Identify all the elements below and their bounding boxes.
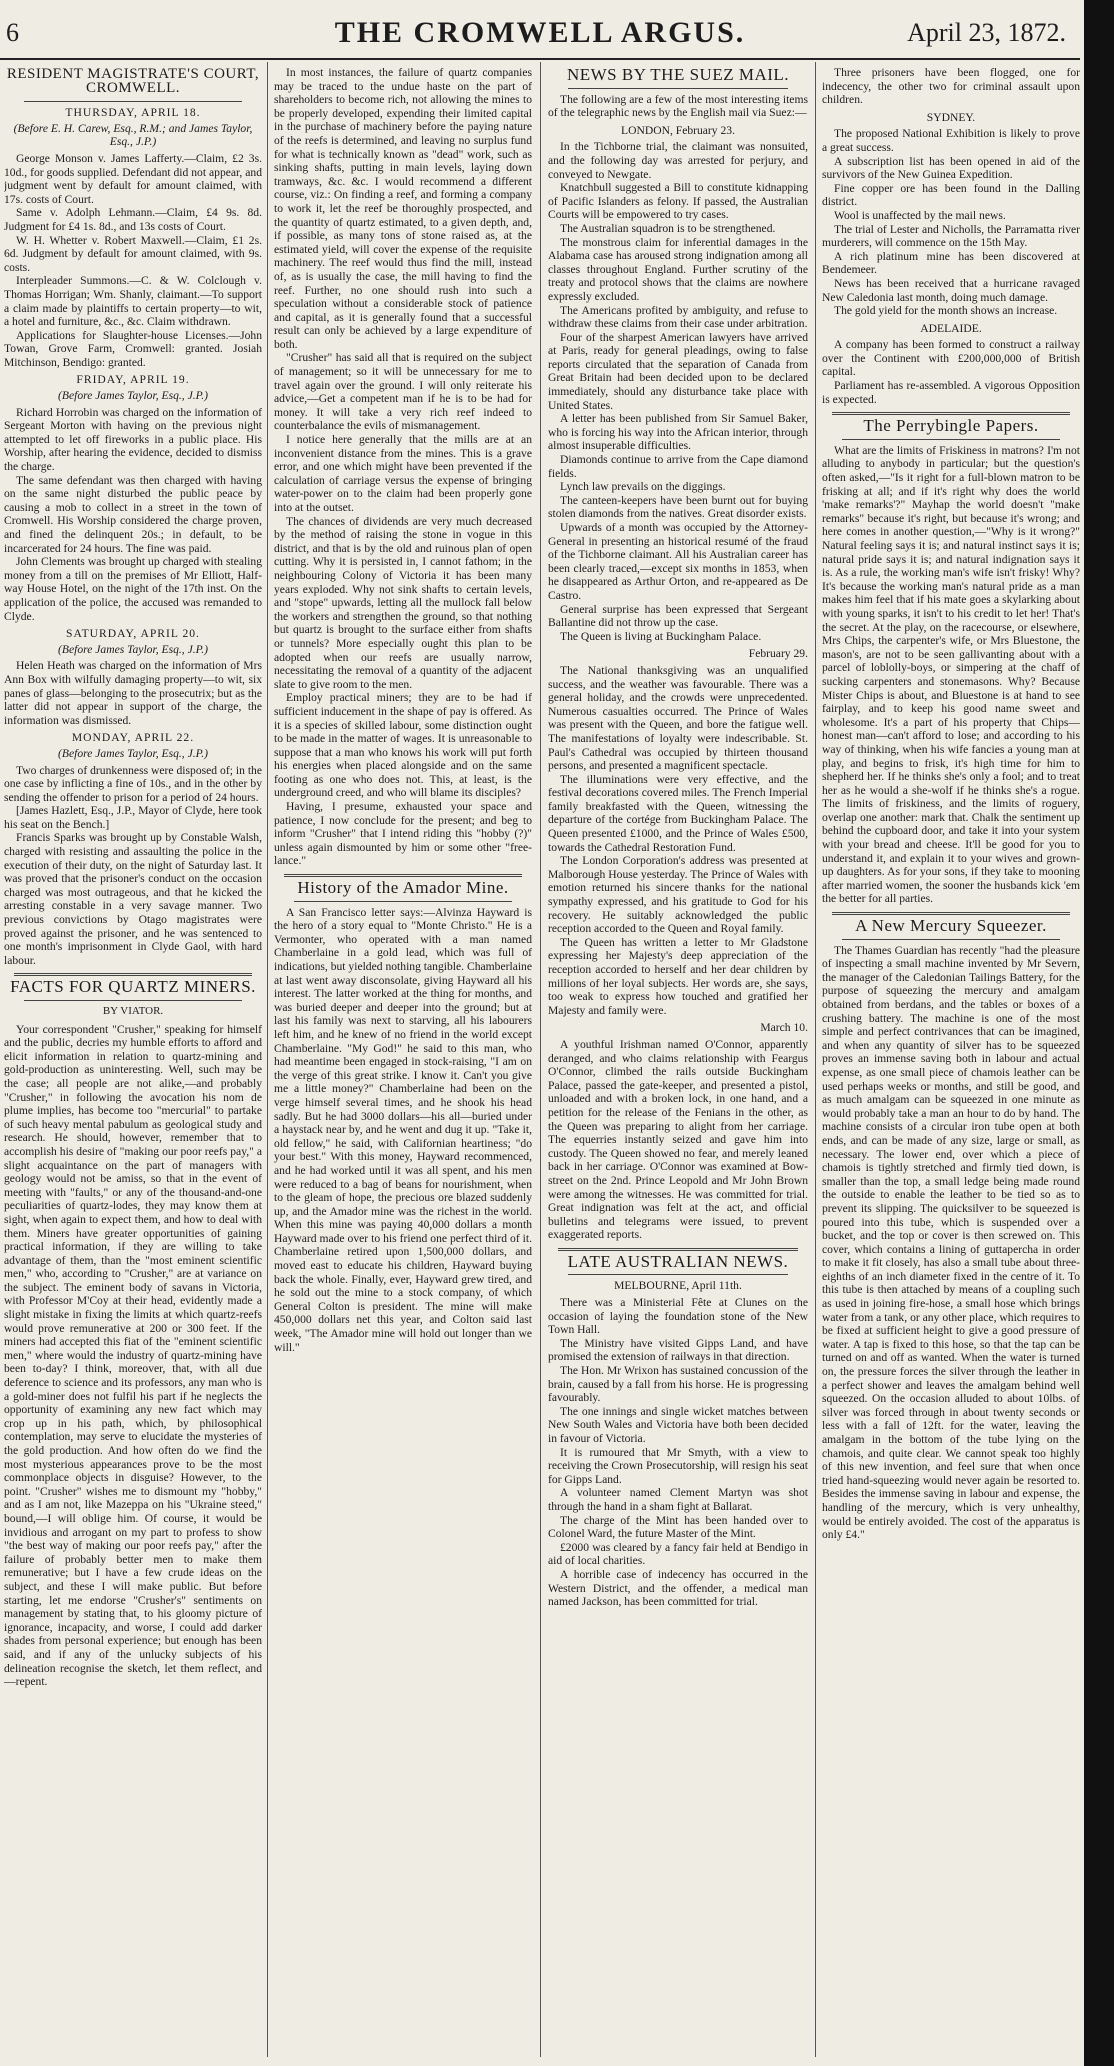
late-news-paragraph: Three prisoners have been flogged, one for indecency, the other two for criminal assault upon children. [822, 66, 1080, 107]
late-news-paragraph: The trial of Lester and Nicholls, the Parramatta river murderers, will commence on the 15th May. [822, 222, 1080, 250]
divider [24, 1000, 242, 1001]
squeezer-paragraph: The Thames Guardian has recently "had the pleasure of inspecting a small machine invented by Mr Severn, the manager of the Caledonian Tailings Battery, for the purpose of squeezing the mercury and amalgam obtained from berdans, and the tables or boxes of a crushing battery. The machine is one of the most simple and perfect contrivances that can be imagined, and when any quantity of silver has to be squeezed proves an immense saving both in labour and actual expense, as one small piece of chamois leather can be used perhaps weeks or months, and still be good, and as much amalgam can be squeezed in one minute as would probably take a man an hour to do by hand. The machine consists of a circular iron tube open at both ends, and can be made of any size, large or small, as necessary. The lower end, over which a piece of chamois is tightly stretched and firmly tied down, is smaller than the top, a small ledge being made round the outside to enable the leather to be tied so as to prevent its slipping. The quicksilver to be squeezed is poured into this tube, which is suspended over a bucket, and the top or cover is then screwed on. This cover, which contains a lining of guttapercha in order to make it fit closely, has also a small tube about three-eighths of an inch diameter fixed in the centre of it. To this tube is then attached by means of a coupling such as used in joining fire-hose, a small hose which brings water from a tank, or any other place, which requires to be fixed at sufficient height to give a good pressure of water. A tap is fixed to this hose, so that the tap can be turned on and off as wanted. When the water is turned on, the pressure forces the silver through the leather in a perfect shower and leaves the amalgam behind well squeezed. On the occasion alluded to about 10lbs. of silver was forced through in about twenty seconds or less with a fall of 12ft. for the water, leaving the amalgam in the bottom of the tube lying on the chamois, and quite clear. We cannot speak too highly of this new invention, and feel sure that when once tried hand-squeezing would never again be resorted to. Besides the immense saving in labour and expense, the handling of the mercury, which is very unhealthy, would be entirely avoided. The cost of the apparatus is only £4." [822, 943, 1080, 1542]
amador-heading: History of the Amador Mine. [297, 878, 509, 898]
page-number: 6 [6, 18, 19, 47]
late-news-dateline: MELBOURNE, April 11th. [614, 1279, 742, 1293]
divider [24, 101, 242, 102]
late-news-paragraph: A company has been formed to construct a railway over the Continent with £200,000,000 of British capital. [822, 338, 1080, 379]
divider [558, 1248, 798, 1251]
suez-paragraph: General surprise has been expressed that Sergeant Ballantine did not throw up the case. [548, 602, 808, 630]
court-paragraph: [James Hazlett, Esq., J.P., Mayor of Clyde, here took his seat on the Bench.] [4, 804, 262, 831]
court-paragraph: W. H. Whetter v. Robert Maxwell.—Claim, £1 2s. 6d. Judgment by default for amount claimed, with 9s. costs. [4, 233, 262, 274]
suez-dateline: March 10. [760, 1021, 808, 1035]
divider [842, 939, 1060, 940]
late-news-paragraph: £2000 was cleared by a fancy fair held at Bendigo in aid of local charities. [548, 1540, 808, 1568]
newspaper-title: THE CROMWELL ARGUS. [334, 16, 746, 49]
late-news-paragraph: A subscription list has been opened in aid of the survivors of the New Guinea Expedition. [822, 154, 1080, 182]
column-rule [540, 62, 541, 2057]
suez-paragraph: The illuminations were very effective, and the festival decorations covered miles. The French Imperial family breakfasted with the Queen, witnessing the departure of the cortége from Buckingham Palace. The Queen presented £1000, and the Prince of Wales £500, towards the Cathedral Restoration Fund. [548, 772, 808, 854]
suez-paragraph: The London Corporation's address was presented at Malborough House yesterday. The Prince of Wales with emotion returned his sincere thanks for the national sympathy expressed, and his gratitude to God for his recovery. He suitably acknowledged the public reception accorded to the Queen and Royal family. [548, 854, 808, 936]
court-paragraph: Francis Sparks was brought up by Constable Walsh, charged with resisting and assaulting the police in the execution of their duty, on the night of Saturday last. It was proved that the prisoner's conduct on the occasion charged was most outrageous, and that he kicked the arresting constable in a very savage manner. Two previous convictions by Otago magistrates were proved against the prisoner, and he was sentenced to one month's imprisonment in Clyde Gaol, with hard labour. [4, 831, 262, 967]
suez-paragraph: The Queen is living at Buckingham Palace. [560, 629, 762, 643]
suez-paragraph: The monstrous claim for inferential damages in the Alabama case has aroused strong indignation among all classes throughout England. Further scrutiny of the treaty and protocol shows that the claims are nowhere expressly excluded. [548, 235, 808, 303]
late-news-paragraph: It is rumoured that Mr Smyth, with a view to receiving the Crown Prosecutorship, will resign his seat for Gipps Land. [548, 1445, 808, 1486]
suez-paragraph: A letter has been published from Sir Samuel Baker, who is forcing his way into the African interior, through almost insuperable difficulties. [548, 412, 808, 453]
court-paragraph: George Monson v. James Lafferty.—Claim, £2 3s. 10d., for goods supplied. Defendant did not appear, and judgment went by default for amount claimed, with 17s. costs of Court. [4, 151, 262, 206]
divider [14, 973, 252, 976]
late-news-paragraph: Fine copper ore has been found in the Dalling district. [822, 181, 1080, 209]
quartz-paragraph: I notice here generally that the mills are at an inconvenient distance from the mines. This is a grave error, and one which might have been prevented if the calculation of carriage versus the expense of bringing water-power on to the claim had been properly gone into at the outset. [274, 433, 532, 514]
column-1 [4, 66, 262, 2056]
late-news-paragraph: A rich platinum mine has been discovered at Bendemeer. [822, 249, 1080, 277]
suez-paragraph: Lynch law prevails on the diggings. [560, 480, 726, 494]
late-news-paragraph: The proposed National Exhibition is likely to prove a great success. [822, 127, 1080, 154]
court-before: (Before James Taylor, Esq., J.P.) [58, 746, 208, 760]
court-paragraph: Helen Heath was charged on the information of Mrs Ann Box with wilfully damaging property—to wit, six panes of glass—belonging to the prosecutrix; but as the latter did not appear in support of the charge, the information was dismissed. [4, 659, 262, 727]
late-news-dateline: SYDNEY. [926, 110, 976, 124]
late-news-dateline: ADELAIDE. [920, 321, 982, 335]
suez-dateline: February 29. [748, 647, 808, 661]
suez-paragraph: A youthful Irishman named O'Connor, apparently deranged, and who claims relationship with Feargus O'Connor, climbed the rails outside Buckingham Palace, passed the gate-keeper, and presented a pistol, unloaded and with a broken lock, in one hand, and a petition for the release of the Fenians in the other, as the Queen was preparing to alight from her carriage. The equerries instantly seized and gave him into custody. The Queen showed no fear, and merely leaned back in her carriage. O'Connor was examined at Bow-street on the 2nd. Prince Leopold and Mr John Brown were among the witnesses. He was committed for trial. Great indignation was felt at the act, and official bulletins and telegrams were issued, to prevent exaggerated reports. [548, 1037, 808, 1242]
suez-paragraph: The National thanksgiving was an unqualified success, and the weather was favourable. There was a general holiday, and the crowds were unprecedented. Numerous casualties occurred. The Prince of Wales was present with the Queen, and bore the fatigue well. The manifestations of loyalty were indescribable. St. Paul's Cathedral was occupied by thirteen thousand persons, and presented a magnificent spectacle. [548, 663, 808, 773]
suez-paragraph: In the Tichborne trial, the claimant was nonsuited, and the following day was arrested for perjury, and conveyed to Newgate. [548, 140, 808, 181]
divider [568, 88, 788, 89]
court-before: (Before James Taylor, Esq., J.P.) [58, 642, 208, 656]
quartz-byline: BY VIATOR. [102, 1005, 164, 1017]
divider [842, 439, 1060, 440]
quartz-paragraph: Employ practical miners; they are to be had if sufficient inducement in the shape of pay is offered. As it is a species of skilled labour, some distinction ought to be made in the matter of wages. It is unreasonable to suppose that a man who knows his work will put forth his energies when placed alongside and on the same footing as one who does not. This, at least, is the underground creed, and who will blame its disciples? [274, 691, 532, 800]
divider [832, 912, 1070, 915]
suez-paragraph: The canteen-keepers have been burnt out for buying stolen diamonds from the natives. Great disorder exists. [548, 493, 808, 521]
suez-paragraph: The Australian squadron is to be strengthened. [560, 221, 776, 235]
court-day: FRIDAY, APRIL 19. [76, 373, 190, 387]
suez-paragraph: Four of the sharpest American lawyers have arrived at Paris, ready for general pleadings, owing to false reports circulated that the separation of Canada from Great Britain had been decided upon to be declared immediately, should any disturbance take place with United States. [548, 330, 808, 412]
perrybingle-paragraph: What are the limits of Friskiness in matrons? I'm not alluding to anybody in particular; but the question's often asked,—"Is it right for a full-blown matron to be frisking at all; and if it's right why does the world 'make remarks'?" Mayhap the world doesn't "make remarks" because it's right, but because it's wrong; and here comes in another question,—"Why is it wrong?" Natural feeling says it is; and natural instinct says it is; natural pride says it is; and natural indignation says it is. As a rule, the working man's wife isn't frisky! Why? It's because the working man's natural pride as a man makes him feel that if his mate goes a skylarking about with young sparks, it isn't to his credit to let her! That's the secret. At the play, on the racecourse, or elsewhere, Mrs Chips, the carpenter's wife, or Mrs Bluestone, the mason's, are not to be seen gallivanting about with a parcel of loblolly-boys, or simpering at the chaff of sucking carpenters and stonemasons. Why? Because Mister Chips is about, and Bluestone is at hand to see fairplay, and to keep his good name sweet and wholesome. It's a part of his property that Chips—honest man—can't afford to lose; and according to his way of thinking, when his wife fancies a young man at play, and begins to frisk, it's high time for him to shepherd her. If he thinks she's only a fool; and to treat her as he would a she-wolf if he thinks she's a rogue. The limits of friskiness, and the limits of roguery, overlap one another: mark that. Chalk the sentiment up behind the cupboard door, and take it into your system with your bread and cheese. It'll be good for you to understand it, and explain it to your wives and grown-up daughters. As for your sons, if they take to mooning after married women, the sooner the husbands kick 'em the better for all parties. [822, 443, 1080, 906]
late-news-paragraph: Wool is unaffected by the mail news. [834, 208, 1006, 222]
court-paragraph: Applications for Slaughter-house Licenses.—John Towan, Grove Farm, Cromwell: granted. Josiah Mitchinson, Bendigo: granted. [4, 328, 262, 369]
quartz-paragraph: "Crusher" has said all that is required on the subject of management; so it will be unnecessary for me to travel again over the ground. I will only reiterate his advice,—Get a competent man if he is to be had for money. It will take a very rich reef indeed to counterbalance the evils of mismanagement. [274, 351, 532, 433]
court-paragraph: Same v. Adolph Lehmann.—Claim, £4 9s. 8d. Judgment for £4 1s. 8d., and 13s costs of Court. [4, 206, 262, 233]
late-news-paragraph: The charge of the Mint has been handed over to Colonel Ward, the future Master of the Mint. [548, 1513, 808, 1541]
court-paragraph: Interpleader Summons.—C. & W. Colclough v. Thomas Horrigan; Wm. Shanly, claimant.—To support a claim made by plaintiffs to certain property—to wit, a hotel and furniture, &c., &c. Claim withdrawn. [4, 274, 262, 329]
late-news-paragraph: A volunteer named Clement Martyn was shot through the hand in a sham fight at Ballarat. [548, 1486, 808, 1513]
column-rule [267, 62, 268, 2057]
suez-heading: NEWS BY THE SUEZ MAIL. [566, 66, 790, 84]
divider [294, 901, 512, 902]
suez-paragraph: Upwards of a month was occupied by the Attorney-General in presenting an historical resumé of the fraud of the Tichborne claimant. All his Australian career has been clearly traced,—except six months in 1853, when he disappeared as Arthur Orton, and re-appeared as De Castro. [548, 521, 808, 602]
quartz-paragraph: Your correspondent "Crusher," speaking for himself and the public, decries my humble efforts to afford and elicit information in relation to quartz-mining and gold-production as uninteresting. Well, such may be the case; all people are not alike,—and probably "Crusher," in following the avocation his nom de plume implies, has become too "mercurial" to partake of such heavy mental pabulum as geological study and research. He should, however, remember that to accomplish his desire of "making our poor reefs pay," a slight acquaintance on the part of managers with geology would not be amiss, so that in the event of meeting with "faults," or any of the thousand-and-one peculiarities of quartz-lodes, they may know them at sight, when again to expect them, and how to deal with them. Miners have greater opportunities of gaining practical information, if they are willing to take advantage of them, than the "most eminent scientific men," who, according to "Crusher," are at variance on the subject. The eminent body of savans in Victoria, with Professor M'Coy at their head, evidently made a slight mistake in fixing the limits at which quartz-reefs would prove remunerative at 200 or 300 feet. If the miners had accepted this fiat of the "eminent scientific men," where would the industry of quartz-mining have been to-day? I think, moreover, that, with all due deference to science and its professors, any man who is a gold-miner does not fulfil his part if he neglects the opportunity of examining any new fact which may crop up in his path, which, by philosophical contemplation, may serve to elucidate the mysteries of the gold production. And how often do we find the most mysterious appearances prove to be the most commonplace objects in disguise? However, to the point. "Crusher" wishes me to dismount my "hobby," and as I am not, like Mazeppa on his "Ukraine steed," bound,—I will oblige him. Of course, it would be invidious and arrogant on my part to profess to show "the best way of making our poor reefs pay," after the failure of probably better men to make them remunerative; but I have a few crude ideas on the subject, and these I will make public. But before starting, let me endorse "Crusher's" sentiments on management by stating that, to his gloomy picture of ignorance, incapacity, and worse, I could add darker shades from personal experience; but enough has been said, and if any of the unlucky subjects of his delineation recognise the sketch, let them reflect, and—repent. [4, 1022, 262, 1689]
divider [832, 412, 1070, 415]
column-rule [815, 62, 816, 2057]
suez-dateline: LONDON, February 23. [621, 123, 735, 137]
court-heading: RESIDENT MAGISTRATE'S COURT, CROMWELL. [6, 66, 260, 96]
quartz-paragraph: Having, I presume, exhausted your space and patience, I now conclude for the present; and beg to inform "Crusher" that I intend riding this "hobby (?)" unless again dismounted by him or some other "free-lance." [274, 800, 532, 868]
column-2 [274, 66, 532, 2056]
suez-paragraph: Knatchbull suggested a Bill to constitute kidnapping of Pacific Islanders as felony. If passed, the Australian Courts will be empowered to try cases. [548, 181, 808, 222]
quartz-paragraph: The chances of dividends are very much decreased by the method of raising the stone in vogue in this district, and that is by the old and ruinous plan of open cutting. Why it is persisted in, I cannot fathom; in the neighbouring Colony of Victoria it has been many years exploded. Why not sink shafts to certain levels, and "stope" upwards, letting all the mullock fall below the workers and strengthen the ground, so that nothing but quartz is brought to the surface either from shafts or tunnels? More especially ought this plan to be adopted when our reefs are usually narrow, necessitating the removal of a quantity of the adjacent slate to give room to the men. [274, 514, 532, 691]
late-news-heading: LATE AUSTRALIAN NEWS. [567, 1251, 789, 1271]
court-before: (Before James Taylor, Esq., J.P.) [58, 389, 208, 403]
court-paragraph: The same defendant was then charged with having on the same night disturbed the public peace by causing a mob to collect in a street in the town of Cromwell. His Worship considered the charge proven, and fined the delinquent 20s.; in default, to be incarcerated for 24 hours. The fine was paid. [4, 473, 262, 555]
suez-paragraph: The Americans profited by ambiguity, and refuse to withdraw these claims from their case under arbitration. [548, 303, 808, 331]
quartz-paragraph: In most instances, the failure of quartz companies may be traced to the undue haste on the part of shareholders to become rich, not allowing the mines to be properly developed, expending their limited capital in the purchase of machinery before the paying nature of the reefs is determined, and leaving no surplus fund for what is technically known as "dead" work, such as sinking shafts, putting in main levels, laying down tramways, &c. &c. I would recommend a different course, viz.: On finding a reef, and forming a company to work it, let the reef be thoroughly prospected, and the quantity of quartz estimated, to a given depth, and, if possible, as many tons of stone raised as, at the estimated yield, will cover the expense of the requisite machinery. The reef would thus find the mill, instead of, as is usually the case, the mill having to find the reef. Further, no one should rush into such a speculation without a considerable stock of patience and capital, as it is generally found that a successful result can only be achieved by a large expenditure of both. [274, 66, 532, 351]
late-news-paragraph: A horrible case of indecency has occurred in the Western District, and the offender, a medical man named Jackson, has been committed for trial. [548, 1567, 808, 1609]
court-day: THURSDAY, APRIL 18. [65, 106, 201, 120]
late-news-paragraph: The Hon. Mr Wrixon has sustained concussion of the brain, caused by a fall from his horse. He is progressing favourably. [548, 1364, 808, 1405]
late-news-paragraph: There was a Ministerial Fête at Clunes on the occasion of laying the foundation stone of the New Town Hall. [548, 1296, 808, 1337]
late-news-paragraph: The Ministry have visited Gipps Land, and have promised the extension of railways in that direction. [548, 1336, 808, 1364]
amador-paragraph: A San Francisco letter says:—Alvinza Hayward is the hero of a story equal to "Monte Christo." He is a Vermonter, who operated with a man named Chamberlaine in a gold lead, which was full of indications, but yielded nothing tangible. Chamberlaine at last went away disconsolate, giving Hayward all his interest. The latter worked at the thing for months, and was buried deeper and deeper into the ground; but at last his family was next to starving, all his labourers left him, and he knew of no friend in the world except Chamberlaine. "My God!" he said to this man, who had meantime been engaged in stock-raising, "I am on the verge of this great strike. I know it. Can't you give me a little money?" Chamberlaine had been on the verge himself several times, and he shook his head sadly. But he had 3000 dollars—his all—buried under a haystack near by, and he went and dug it up. "Take it, old fellow," he said, with Californian heartiness; "do your best." With this money, Hayward recommenced, and he had worked until it was all spent, and his men were reduced to a bag of beans for nourishment, when to the gleam of hope, the precious ore blazed suddenly up, and the Amador mine was the richest in the world. When this mine was paying 40,000 dollars a month Hayward made over to his friend one perfect third of it. Chamberlaine retired upon 1,500,000 dollars, and moved east to educate his children, Hayward buying back the whole. Finally, ever, Hayward grew tired, and he sold out the mine to a stock company, of which General Colton is president. The mine will make 450,000 dollars net this year, and Colton said last week, "The Amador mine will hold out longer than we will." [274, 905, 532, 1354]
divider [568, 1274, 788, 1275]
page-edge-shadow [1084, 0, 1114, 2066]
masthead [0, 0, 1080, 60]
suez-paragraph: The Queen has written a letter to Mr Gladstone expressing her Majesty's deep appreciation of the reception accorded to herself and her dear children by millions of her loyal subjects. Her words are, she says, too weak to express how touched and gratified her Majesty and family were. [548, 935, 808, 1017]
late-news-paragraph: The gold yield for the month shows an increase. [834, 304, 1058, 318]
divider [284, 874, 522, 877]
court-before: (Before E. H. Carew, Esq., R.M.; and James Taylor, Esq., J.P.) [13, 121, 253, 149]
late-news-paragraph: The one innings and single wicket matches between New South Wales and Victoria have both been decided in favour of Victoria. [548, 1404, 808, 1445]
issue-date: April 23, 1872. [907, 18, 1066, 47]
late-news-paragraph: Parliament has re-assembled. A vigorous Opposition is expected. [822, 379, 1080, 406]
squeezer-heading: A New Mercury Squeezer. [855, 916, 1047, 936]
suez-intro: The following are a few of the most interesting items of the telegraphic news by the English mail via Suez:— [548, 92, 808, 120]
perrybingle-heading: The Perrybingle Papers. [863, 416, 1039, 436]
court-paragraph: Richard Horrobin was charged on the information of Sergeant Morton with having on the previous night attempted to let off fireworks in a public place. His Worship, after hearing the evidence, decided to dismiss the charge. [4, 405, 262, 474]
quartz-heading: FACTS FOR QUARTZ MINERS. [10, 977, 256, 997]
court-paragraph: John Clements was brought up charged with stealing money from a till on the premises of Mr Elliott, Half-way House Hotel, on the night of the 17th inst. On the application of the police, the accused was remanded to Clyde. [4, 555, 262, 623]
court-paragraph: Two charges of drunkenness were disposed of; in the one case by inflicting a fine of 10s., and in the other by sending the offender to prison for a period of 24 hours. [4, 763, 262, 804]
suez-paragraph: Diamonds continue to arrive from the Cape diamond fields. [548, 453, 808, 480]
column-3 [548, 66, 808, 2056]
late-news-paragraph: News has been received that a hurricane ravaged New Caledonia last month, doing much damage. [822, 276, 1080, 304]
court-day: MONDAY, APRIL 22. [71, 731, 195, 745]
column-4 [822, 66, 1080, 2056]
court-day: SATURDAY, APRIL 20. [66, 627, 200, 641]
